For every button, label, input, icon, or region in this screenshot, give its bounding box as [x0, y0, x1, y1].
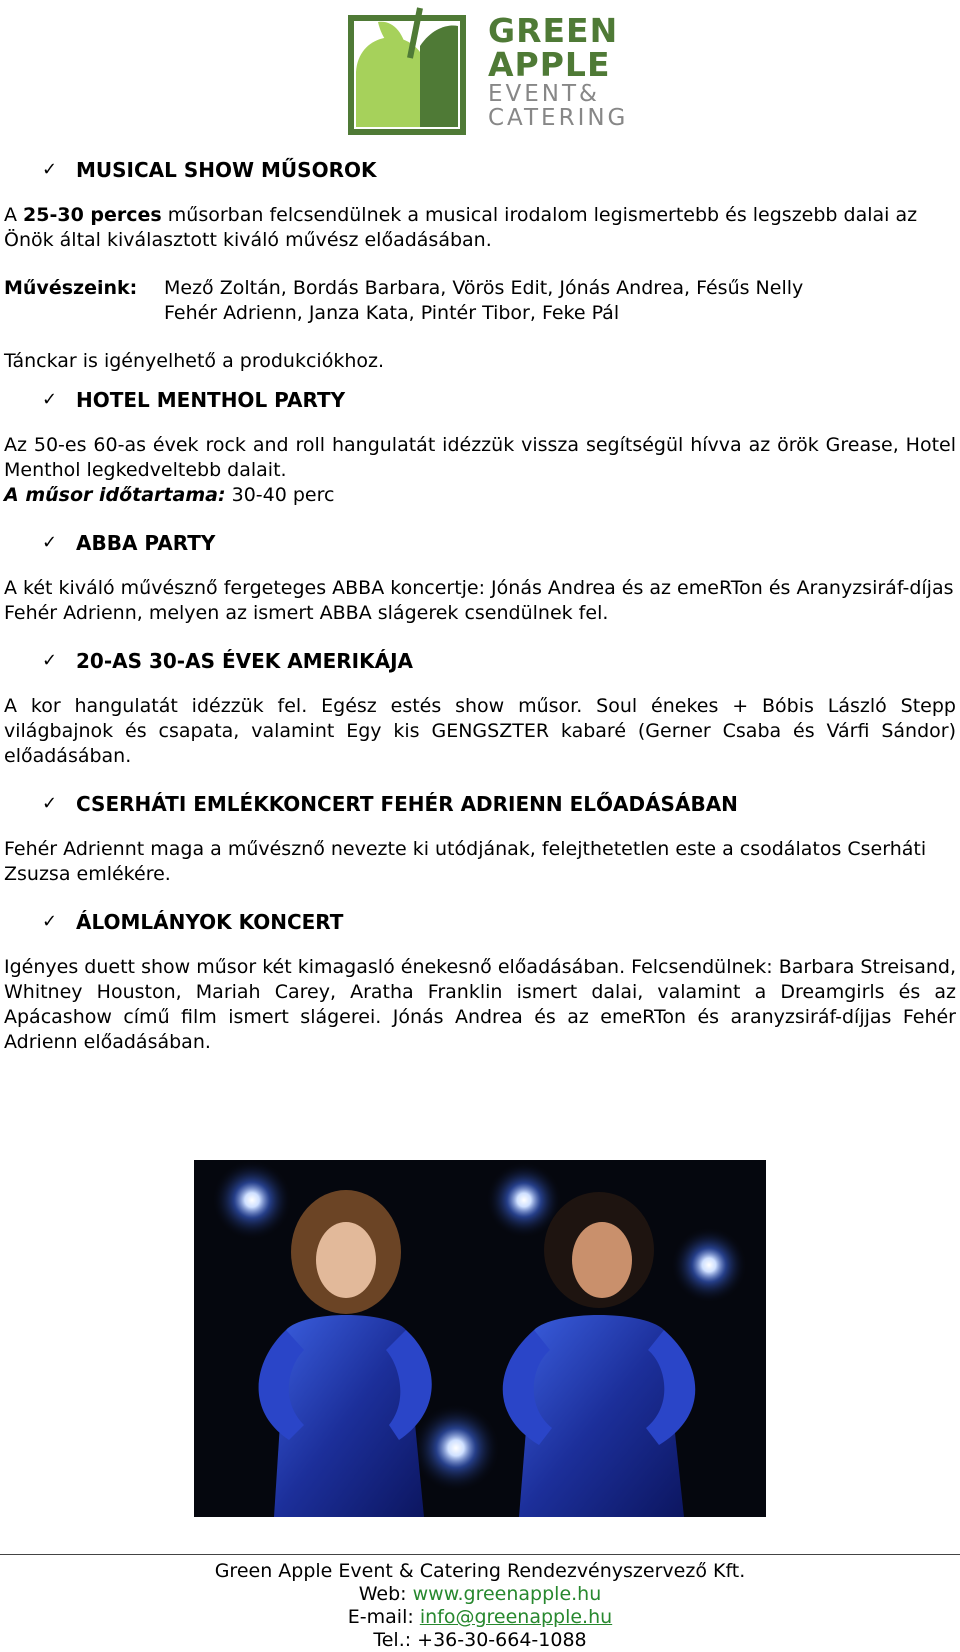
checkmark-icon: ✓ [42, 159, 58, 180]
section-title: ABBA PARTY [76, 531, 216, 555]
artists-line: Mező Zoltán, Bordás Barbara, Vörös Edit, Jónás Andrea, Fésűs Nelly [164, 277, 804, 299]
section-paragraph: A két kiváló művésznő fergeteges ABBA koncertje: Jónás Andrea és az emeRTon és Aranyzsiráf-díjas Fehér Adrienn, melyen az ismert ABBA slágerek csendülnek fel. [4, 577, 954, 624]
logo-wordmark [488, 11, 629, 131]
footer [0, 1560, 960, 1652]
section-heading-abba [42, 531, 956, 555]
section-heading-alomlanyok [42, 910, 956, 934]
section-paragraph: Fehér Adriennt maga a művésznő nevezte ki utódjának, felejthetetlen este a csodálatos Cserháti Zsuzsa emlékére. [4, 838, 927, 885]
checkmark-icon: ✓ [42, 911, 58, 932]
email-link[interactable]: info@greenapple.hu [419, 1606, 613, 1628]
email-label: E-mail: [347, 1606, 420, 1628]
section-paragraph: Az 50-es 60-as évek rock and roll hangulatát idézzük vissza segítségül hívva az örök Grease, Hotel Menthol legkedveltebb dalait. [4, 434, 956, 481]
logo-text-event: EVENT& [488, 81, 600, 107]
artists-line: Fehér Adrienn, Janza Kata, Pintér Tibor, Feke Pál [164, 302, 620, 324]
document-body [4, 158, 956, 1078]
section-heading-hotel-menthol [42, 388, 956, 412]
artists-label: Művészeink: [4, 277, 138, 299]
footer-company: Green Apple Event & Catering Rendezvényszervező Kft. [214, 1560, 746, 1582]
section-paragraph [4, 203, 956, 253]
section-title: MUSICAL SHOW MŰSOROK [76, 158, 377, 182]
section-title: CSERHÁTI EMLÉKKONCERT FEHÉR ADRIENN ELŐADÁSÁBAN [76, 792, 738, 816]
artists-list [4, 276, 956, 326]
photo-illustration [194, 1160, 766, 1517]
logo-text-apple: APPLE [488, 45, 611, 84]
web-label: Web: [358, 1583, 413, 1605]
section-title: HOTEL MENTHOL PARTY [76, 388, 346, 412]
text-run: A [4, 204, 24, 226]
apple-logo-icon [348, 6, 473, 136]
logo-text-green: GREEN [488, 11, 619, 50]
performers-photo [194, 1160, 766, 1517]
footer-phone: Tel.: +36-30-664-1088 [373, 1629, 587, 1651]
checkmark-icon: ✓ [42, 650, 58, 671]
logo-text-catering: CATERING [488, 105, 629, 131]
duration-label: A műsor időtartama: [4, 484, 226, 506]
section-title: 20-AS 30-AS ÉVEK AMERIKÁJA [76, 649, 414, 673]
duration-value: 30-40 perc [225, 484, 335, 506]
text-run: műsorban felcsendülnek a musical irodalom legismertebb és legszebb dalai az Önök által kiválasztott kiváló művész előadásában. [4, 204, 918, 251]
bold-text: 25-30 perces [23, 204, 162, 226]
footer-web [0, 1583, 960, 1606]
website-link[interactable]: www.greenapple.hu [412, 1583, 602, 1605]
green-apple-logo [348, 6, 629, 136]
section-paragraph: Tánckar is igényelhető a produkciókhoz. [4, 350, 384, 372]
section-heading-musical [42, 158, 956, 182]
section-heading-cserhati [42, 792, 956, 816]
footer-divider [0, 1554, 960, 1555]
duration-line [4, 483, 956, 508]
footer-email [0, 1606, 960, 1629]
section-paragraph: Igényes duett show műsor két kimagasló énekesnő előadásában. Felcsendülnek: Barbara Streisand, Whitney Houston, Mariah Carey, Aratha Franklin ismert dalai, valamint a Dreamgirls és az Apácashow című film ismert slágerei. Jónás Andrea és az emeRTon és aranyzsiráf-díjjas Fehér Adrienn előadásában. [4, 956, 956, 1053]
section-heading-amerika [42, 649, 956, 673]
checkmark-icon: ✓ [42, 389, 58, 410]
section-title: ÁLOMLÁNYOK KONCERT [76, 910, 344, 934]
artists-names [164, 276, 803, 326]
checkmark-icon: ✓ [42, 532, 58, 553]
checkmark-icon: ✓ [42, 793, 58, 814]
section-paragraph: A kor hangulatát idézzük fel. Egész estés show műsor. Soul énekes + Bóbis László Stepp világbajnok és csapata, valamint Egy kis GENGSZTER kabaré (Gerner Csaba és Várfi Sándor) előadásában. [4, 695, 956, 767]
